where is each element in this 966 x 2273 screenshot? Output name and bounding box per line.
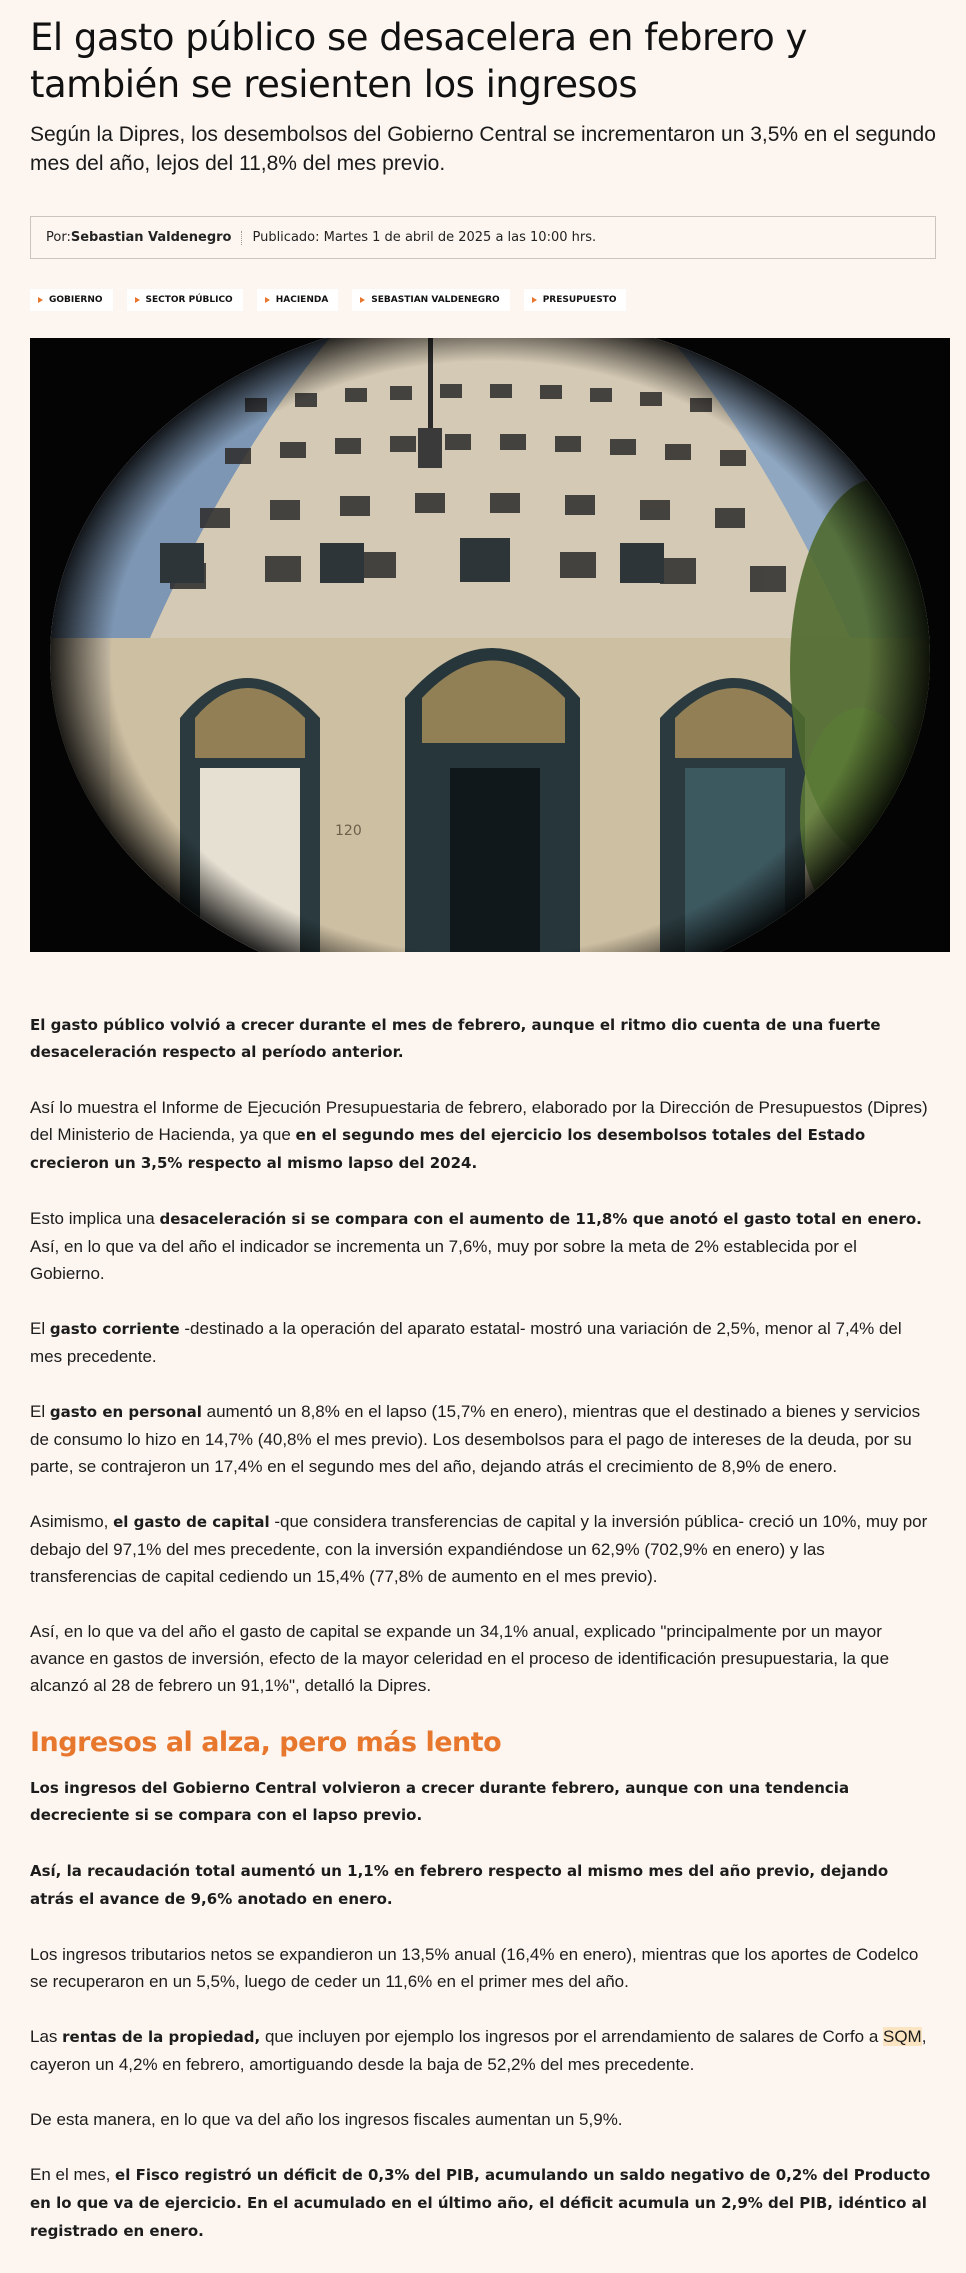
tag-presupuesto[interactable]: PRESUPUESTO (524, 289, 627, 311)
tag-hacienda[interactable]: HACIENDA (257, 289, 339, 311)
tag-arrow-icon (532, 297, 537, 303)
tag-arrow-icon (135, 297, 140, 303)
publish-date: Publicado: Martes 1 de abril de 2025 a las 10:00 hrs. (252, 230, 597, 245)
article-body (30, 952, 936, 2245)
tag-arrow-icon (360, 297, 365, 303)
paragraph: Así lo muestra el Informe de Ejecución Presupuestaria de febrero, elaborado por la Dirección de Presupuestos (Dipres) del Ministerio de Hacienda, ya que en el segundo mes del ejercicio los desembolsos totales del Estado crecieron un 3,5% respecto al mismo lapso del 2024. (30, 1098, 928, 1172)
paragraph: Asimismo, el gasto de capital -que considera transferencias de capital y la inversión pública- creció un 10%, muy por debajo del 97,1% del mes precedente, con la inversión expandiéndose un 62,9% (702,9% en enero) y las transferencias de capital cediendo un 15,4% (77,8% de aumento en el mes previo). (30, 1512, 928, 1586)
tag-sector-publico[interactable]: SECTOR PÚBLICO (127, 289, 243, 311)
tag-sebastian-valdenegro[interactable]: SEBASTIAN VALDENEGRO (352, 289, 509, 311)
author-prefix: Por: (46, 230, 71, 245)
paragraph: El gasto corriente -destinado a la operación del aparato estatal- mostró una variación de 2,5%, menor al 7,4% del mes precedente. (30, 1319, 902, 1366)
headline: El gasto público se desacelera en febrero y también se resienten los ingresos (30, 16, 807, 106)
paragraph: Las rentas de la propiedad, que incluyen por ejemplo los ingresos por el arrendamiento de salares de Corfo a SQM, cayeron un 4,2% en febrero, amortiguando desde la baja de 52,2% del mes precedente. (30, 2027, 927, 2074)
paragraph: El gasto público volvió a crecer durante el mes de febrero, aunque el ritmo dio cuenta de una fuerte desaceleración respecto al período anterior. (30, 1016, 881, 1061)
tag-list (30, 289, 936, 311)
section-heading: Ingresos al alza, pero más lento (30, 1727, 502, 1758)
author-link[interactable]: Sebastian Valdenegro (70, 230, 232, 245)
paragraph: De esta manera, en lo que va del año los ingresos fiscales aumentan un 5,9%. (30, 2110, 623, 2129)
paragraph: Los ingresos del Gobierno Central volvieron a crecer durante febrero, aunque con una tendencia decreciente si se compara con el lapso previo. (30, 1779, 850, 1824)
paragraph: Los ingresos tributarios netos se expandieron un 13,5% anual (16,4% en enero), mientras que los aportes de Codelco se recuperaron en un 5,5%, luego de ceder un 11,6% en el primer mes del año. (30, 1945, 919, 1991)
paragraph: En el mes, el Fisco registró un déficit de 0,3% del PIB, acumulando un saldo negativo de 0,2% del Producto en lo que va de ejercicio. En el acumulado en el último año, el déficit acumula un 2,9% del PIB, idéntico al registrado en enero. (30, 2165, 931, 2240)
byline-box (30, 216, 936, 259)
byline-divider (241, 231, 242, 245)
building-facade-photo (30, 338, 950, 952)
tag-arrow-icon (38, 297, 43, 303)
tag-gobierno[interactable]: GOBIERNO (30, 289, 113, 311)
paragraph: Así, en lo que va del año el gasto de capital se expande un 34,1% anual, explicado "principalmente por un mayor avance en gastos de inversión, efecto de la mayor celeridad en el proceso de identificación presupuestaria, la que alcanzó al 28 de febrero un 91,1%", detalló la Dipres. (30, 1622, 890, 1695)
hero-image (30, 338, 950, 952)
tag-arrow-icon (265, 297, 270, 303)
sqm-link[interactable]: SQM (883, 2027, 922, 2046)
paragraph: El gasto en personal aumentó un 8,8% en el lapso (15,7% en enero), mientras que el destinado a bienes y servicios de consumo lo hizo en 14,7% (40,8% el mes previo). Los desembolsos para el pago de intereses de la deuda, por su parte, se contrajeron un 17,4% en el segundo mes del año, dejando atrás el crecimiento de 8,9% de enero. (30, 1402, 921, 1476)
subheadline: Según la Dipres, los desembolsos del Gobierno Central se incrementaron un 3,5% en el segundo mes del año, lejos del 11,8% del mes previo. (30, 123, 936, 175)
paragraph: Así, la recaudación total aumentó un 1,1% en febrero respecto al mismo mes del año previo, dejando atrás el avance de 9,6% anotado en enero. (30, 1862, 889, 1908)
paragraph: Esto implica una desaceleración si se compara con el aumento de 11,8% que anotó el gasto total en enero. Así, en lo que va del año el indicador se incrementa un 7,6%, muy por sobre la meta de 2% establecida por el Gobierno. (30, 1209, 922, 1283)
